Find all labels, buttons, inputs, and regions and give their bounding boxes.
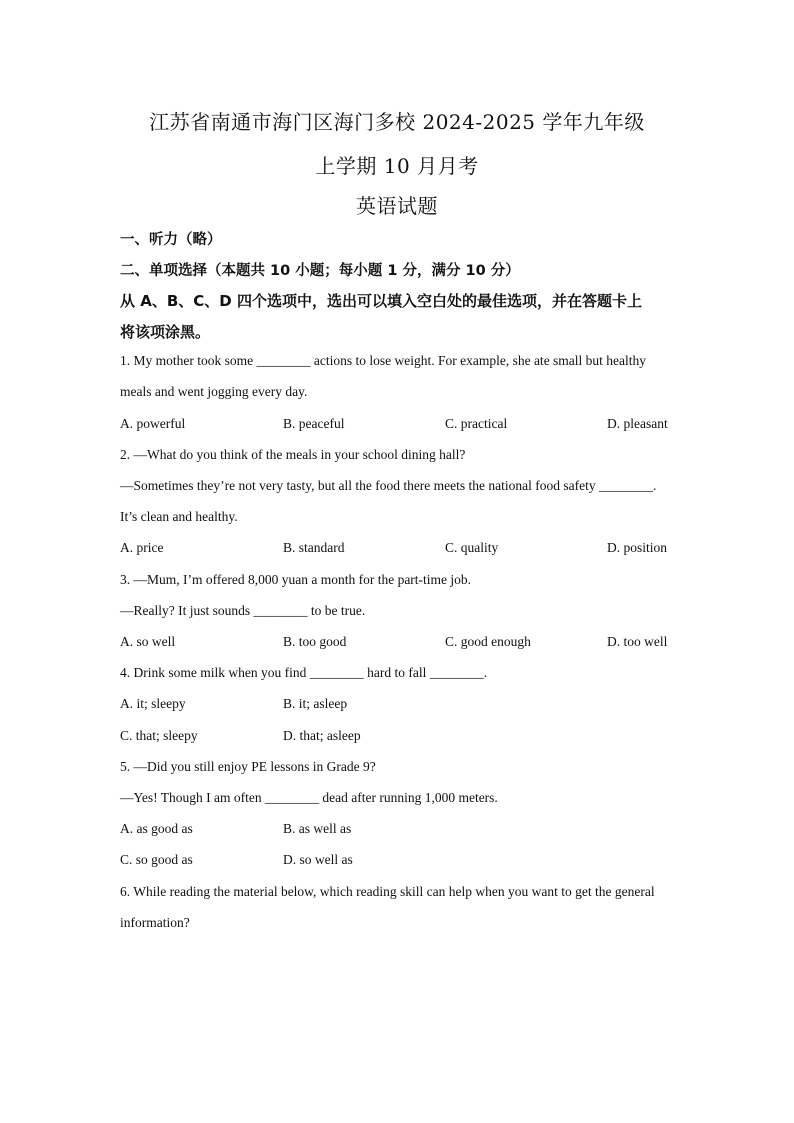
instruction-line-1: 从 A、B、C、D 四个选项中，选出可以填入空白处的最佳选项，并在答题卡上 [120,292,642,310]
question-4-option-b: B. it; asleep [283,696,348,711]
question-3-line-2: —Really? It just sounds ________ to be true. [120,603,366,618]
question-1-option-c: C. practical [445,416,508,431]
question-6-line-1: 6. While reading the material below, which reading skill can help when you want to get the general [120,884,655,899]
question-4-option-d: D. that; asleep [283,728,361,743]
question-3-option-b: B. too good [283,634,347,649]
question-5-option-b: B. as well as [283,821,352,836]
question-2-option-b: B. standard [283,540,345,555]
exam-subject-title: 英语试题 [356,194,438,218]
exam-title-line-1: 江苏省南通市海门区海门多校 2024-2025 学年九年级 [149,110,645,134]
question-2-option-d: D. position [607,540,668,555]
question-1-line-1: 1. My mother took some ________ actions to lose weight. For example, she ate small but healthy [120,353,647,368]
question-1-option-d: D. pleasant [607,416,668,431]
question-5-option-d: D. so well as [283,852,353,867]
instruction-line-2: 将该项涂黑。 [120,323,211,341]
question-3-option-c: C. good enough [445,634,531,649]
section-single-choice-heading: 二、单项选择（本题共 10 小题；每小题 1 分，满分 10 分） [120,263,520,279]
question-5-option-a: A. as good as [120,821,193,836]
question-3-line-1: 3. —Mum, I’m offered 8,000 yuan a month for the part-time job. [120,572,472,587]
question-4-option-c: C. that; sleepy [120,728,198,743]
question-6-line-2: information? [120,915,190,930]
question-5-option-c: C. so good as [120,852,193,867]
question-4-line-1: 4. Drink some milk when you find ________ hard to fall ________. [120,665,488,680]
exam-title-line-2: 上学期 10 月月考 [315,154,479,178]
question-1-line-2: meals and went jogging every day. [120,384,308,399]
question-1-option-a: A. powerful [120,416,186,431]
question-2-line-3: It’s clean and healthy. [120,509,238,524]
question-2-option-c: C. quality [445,540,499,555]
question-3-option-a: A. so well [120,634,176,649]
question-5-line-2: —Yes! Though I am often ________ dead after running 1,000 meters. [120,790,498,805]
section-listening-heading: 一、听力（略） [120,232,222,248]
question-2-line-1: 2. —What do you think of the meals in your school dining hall? [120,447,466,462]
question-3-option-d: D. too well [607,634,668,649]
question-2-option-a: A. price [120,540,164,555]
question-2-line-2: —Sometimes they’re not very tasty, but all the food there meets the national food safety ________. [120,478,657,493]
question-5-line-1: 5. —Did you still enjoy PE lessons in Grade 9? [120,759,376,774]
question-1-option-b: B. peaceful [283,416,345,431]
question-4-option-a: A. it; sleepy [120,696,186,711]
